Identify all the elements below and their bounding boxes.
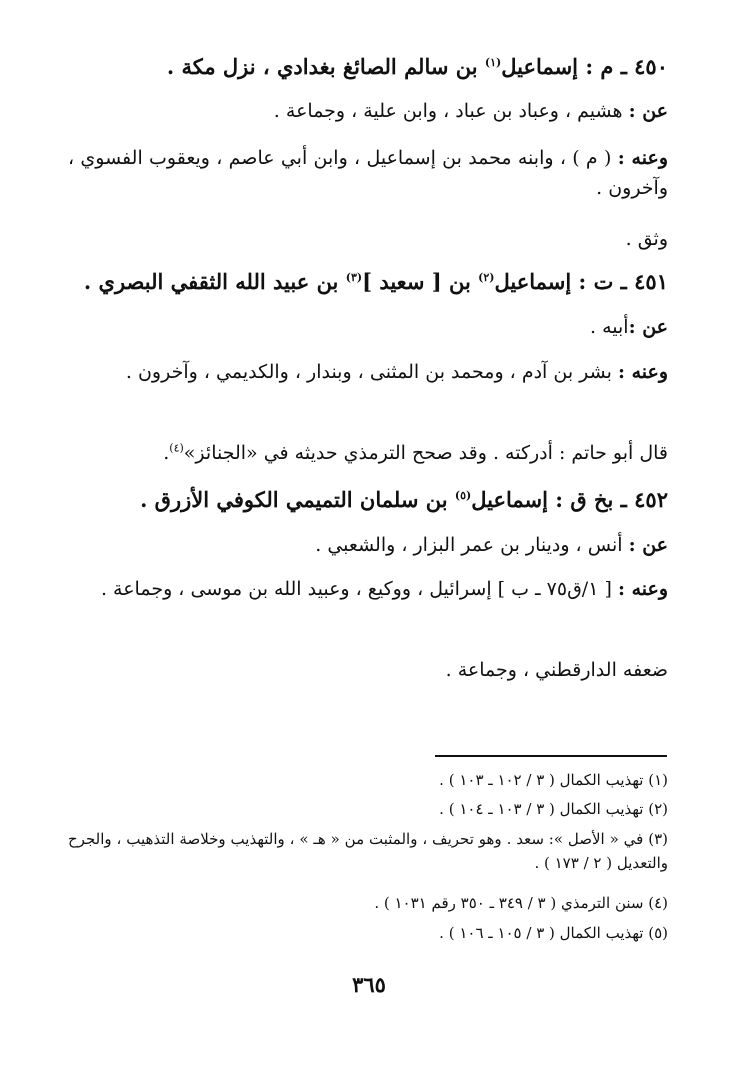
entry-451-from [590, 312, 668, 342]
by-label: وعنه : [617, 147, 668, 169]
note-text: قال أبو حاتم : أدركته . وقد صحح الترمذي حديثه في «الجنائز» [183, 442, 668, 464]
from-label: عن : [628, 100, 668, 122]
from-text: أنس ، ودينار بن عمر البزار ، والشعبي . [315, 534, 629, 556]
entry-452-by [68, 574, 668, 604]
footnote-4: (٤) سنن الترمذي ( ٣ / ٣٤٩ ـ ٣٥٠ رقم ١٠٣١ ) . [374, 894, 668, 912]
entry-450-rest: بن سالم الصائغ بغدادي ، نزل مكة . [166, 54, 485, 79]
page-number: ٣٦٥ [352, 972, 386, 997]
from-text: هشيم ، وعباد بن عباد ، وابن علية ، وجماعة . [273, 100, 629, 122]
entry-451-name: ٤٥١ ـ ت : إسماعيل [494, 269, 668, 294]
by-text: ( م ) ، وابنه محمد بن إسماعيل ، وابن أبي عاصم ، ويعقوب الفسوي ، وآخرون . [68, 147, 668, 199]
entry-452-note: ضعفه الدارقطني ، وجماعة . [445, 659, 668, 681]
footnote-ref-3: (٣) [345, 271, 363, 284]
from-text: أبيه . [589, 316, 629, 338]
by-label: وعنه : [617, 578, 668, 600]
by-text: بشر بن آدم ، ومحمد بن المثنى ، وبندار ، والكديمي ، وآخرون . [125, 361, 618, 383]
entry-452-from [315, 530, 668, 560]
entry-451-note [163, 438, 668, 468]
entry-451-rest: بن عبيد الله الثقفي البصري . [83, 269, 346, 294]
entry-450-from [274, 96, 668, 126]
entry-450-heading [167, 52, 668, 82]
footnote-ref-5: (٥) [454, 489, 472, 502]
from-label: عن : [628, 316, 668, 338]
note-end: . [163, 442, 170, 464]
entry-451-heading [84, 267, 668, 297]
entry-450-by [68, 143, 668, 203]
entry-452-name: ٤٥٢ ـ بخ ق : إسماعيل [471, 487, 668, 512]
footnote-ref-2: (٢) [478, 271, 495, 284]
entry-451-mid: بن [ سعيد ] [362, 269, 479, 294]
footnote-divider [435, 755, 667, 757]
footnote-ref-4: (٤) [169, 441, 184, 455]
entry-450-note: وثق . [625, 228, 668, 250]
by-label: وعنه : [617, 361, 668, 383]
footnote-3: (٣) في « الأصل »: سعد . وهو تحريف ، والمثبت من « هـ » ، والتهذيب وخلاصة التذهيب ، والجرح والتعديل ( ٢ / ١٧٣ ) . [68, 830, 668, 872]
footnote-1: (١) تهذيب الكمال ( ٣ / ١٠٢ ـ ١٠٣ ) . [439, 771, 668, 789]
entry-452-heading [140, 485, 668, 515]
entry-451-by [68, 357, 668, 387]
entry-452-rest: بن سلمان التميمي الكوفي الأزرق . [140, 487, 455, 512]
footnote-ref-1: (١) [484, 56, 502, 69]
footnote-5: (٥) تهذيب الكمال ( ٣ / ١٠٥ ـ ١٠٦ ) . [439, 924, 668, 942]
footnote-2: (٢) تهذيب الكمال ( ٣ / ١٠٣ ـ ١٠٤ ) . [439, 800, 668, 818]
from-label: عن : [628, 534, 668, 556]
by-text: [ ١/ق٧٥ ـ ب ] إسرائيل ، ووكيع ، وعبيد الله بن موسى ، وجماعة . [100, 578, 618, 600]
entry-450-name: ٤٥٠ ـ م : إسماعيل [501, 54, 668, 79]
